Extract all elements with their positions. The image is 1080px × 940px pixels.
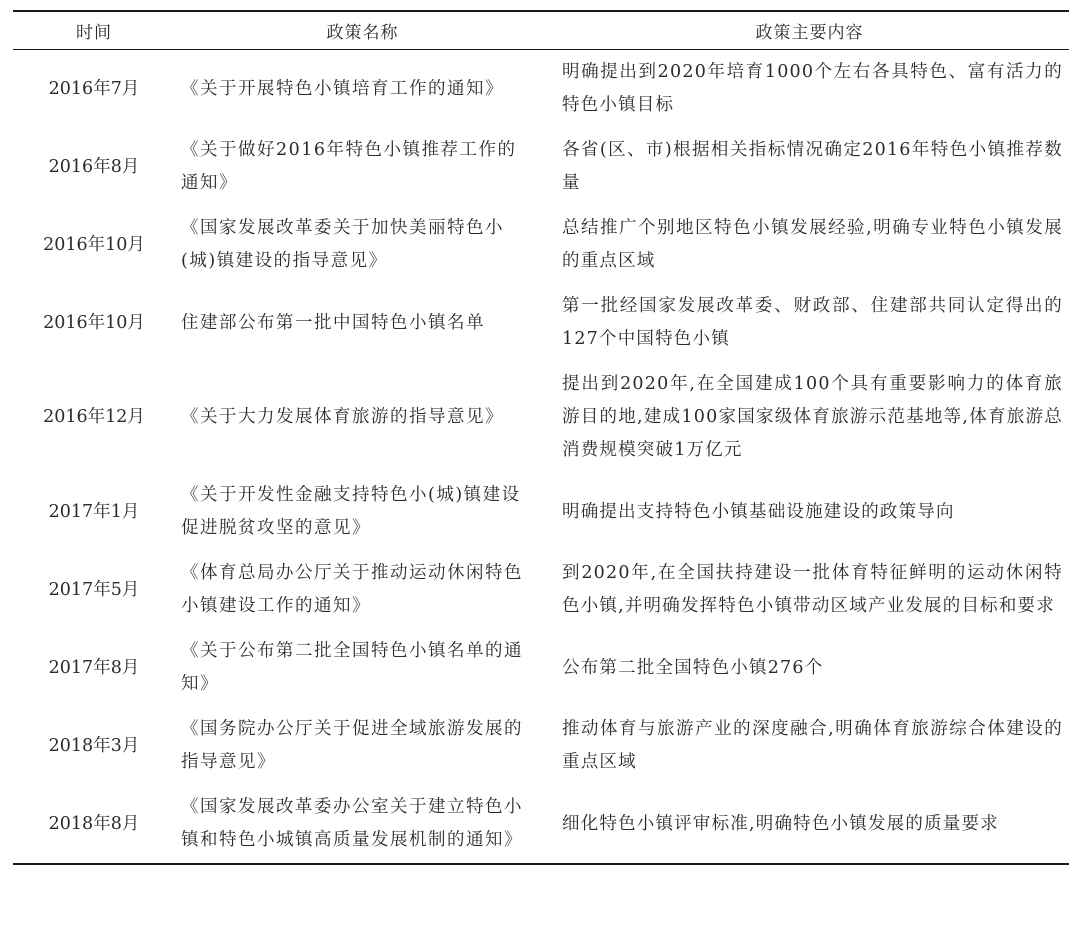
table-row (13, 551, 1069, 629)
table-row (13, 707, 1069, 785)
cell-policy-name: 《国务院办公厅关于促进全域旅游发展的指导意见》 (181, 719, 523, 772)
cell-time: 2018年3月 (48, 735, 140, 756)
cell-time: 2017年1月 (48, 501, 140, 522)
table-body (13, 50, 1069, 865)
table-row (13, 206, 1069, 284)
cell-time: 2018年8月 (48, 813, 140, 834)
cell-policy-content: 明确提出到2020年培育1000个左右各具特色、富有活力的特色小镇目标 (562, 62, 1063, 115)
cell-time: 2016年10月 (43, 312, 145, 333)
header-time: 时间 (76, 23, 112, 43)
cell-policy-content: 第一批经国家发展改革委、财政部、住建部共同认定得出的127个中国特色小镇 (562, 296, 1063, 349)
cell-time: 2016年10月 (43, 234, 145, 255)
cell-policy-content: 各省(区、市)根据相关指标情况确定2016年特色小镇推荐数量 (562, 140, 1063, 193)
cell-policy-content: 到2020年,在全国扶持建设一批体育特征鲜明的运动休闲特色小镇,并明确发挥特色小镇带动区域产业发展的目标和要求 (562, 563, 1063, 616)
cell-policy-name: 《关于做好2016年特色小镇推荐工作的通知》 (181, 140, 517, 193)
table-row (13, 284, 1069, 362)
header-row (13, 11, 1069, 50)
cell-policy-name: 住建部公布第一批中国特色小镇名单 (181, 312, 485, 333)
table-row (13, 362, 1069, 473)
header-policy-name: 政策名称 (326, 23, 399, 43)
cell-policy-name: 《关于开展特色小镇培育工作的通知》 (181, 78, 504, 99)
table-row (13, 473, 1069, 551)
table-row (13, 629, 1069, 707)
cell-policy-content: 细化特色小镇评审标准,明确特色小镇发展的质量要求 (562, 813, 999, 834)
cell-policy-name: 《关于大力发展体育旅游的指导意见》 (181, 407, 504, 427)
table-header (13, 11, 1069, 50)
cell-policy-content: 推动体育与旅游产业的深度融合,明确体育旅游综合体建设的重点区域 (562, 719, 1063, 772)
policy-table-container (13, 10, 1069, 865)
header-policy-content: 政策主要内容 (755, 23, 864, 43)
cell-policy-name: 《关于开发性金融支持特色小(城)镇建设促进脱贫攻坚的意见》 (181, 485, 521, 538)
cell-policy-name: 《关于公布第二批全国特色小镇名单的通知》 (181, 641, 523, 694)
cell-policy-name: 《体育总局办公厅关于推动运动休闲特色小镇建设工作的通知》 (181, 563, 523, 616)
policy-table (13, 10, 1069, 865)
cell-time: 2017年8月 (48, 657, 140, 678)
cell-time: 2016年7月 (48, 78, 140, 99)
cell-policy-content: 总结推广个别地区特色小镇发展经验,明确专业特色小镇发展的重点区域 (562, 218, 1063, 271)
table-row (13, 785, 1069, 864)
cell-policy-name: 《国家发展改革委办公室关于建立特色小镇和特色小城镇高质量发展机制的通知》 (181, 797, 523, 850)
cell-time: 2016年12月 (43, 407, 145, 427)
cell-policy-name: 《国家发展改革委关于加快美丽特色小(城)镇建设的指导意见》 (181, 218, 504, 271)
cell-policy-content: 公布第二批全国特色小镇276个 (562, 657, 824, 678)
cell-time: 2016年8月 (48, 156, 140, 177)
cell-time: 2017年5月 (48, 579, 140, 600)
table-row (13, 128, 1069, 206)
table-row (13, 50, 1069, 129)
cell-policy-content: 提出到2020年,在全国建成100个具有重要影响力的体育旅游目的地,建成100家国家级体育旅游示范基地等,体育旅游总消费规模突破1万亿元 (562, 374, 1063, 460)
cell-policy-content: 明确提出支持特色小镇基础设施建设的政策导向 (562, 501, 955, 522)
